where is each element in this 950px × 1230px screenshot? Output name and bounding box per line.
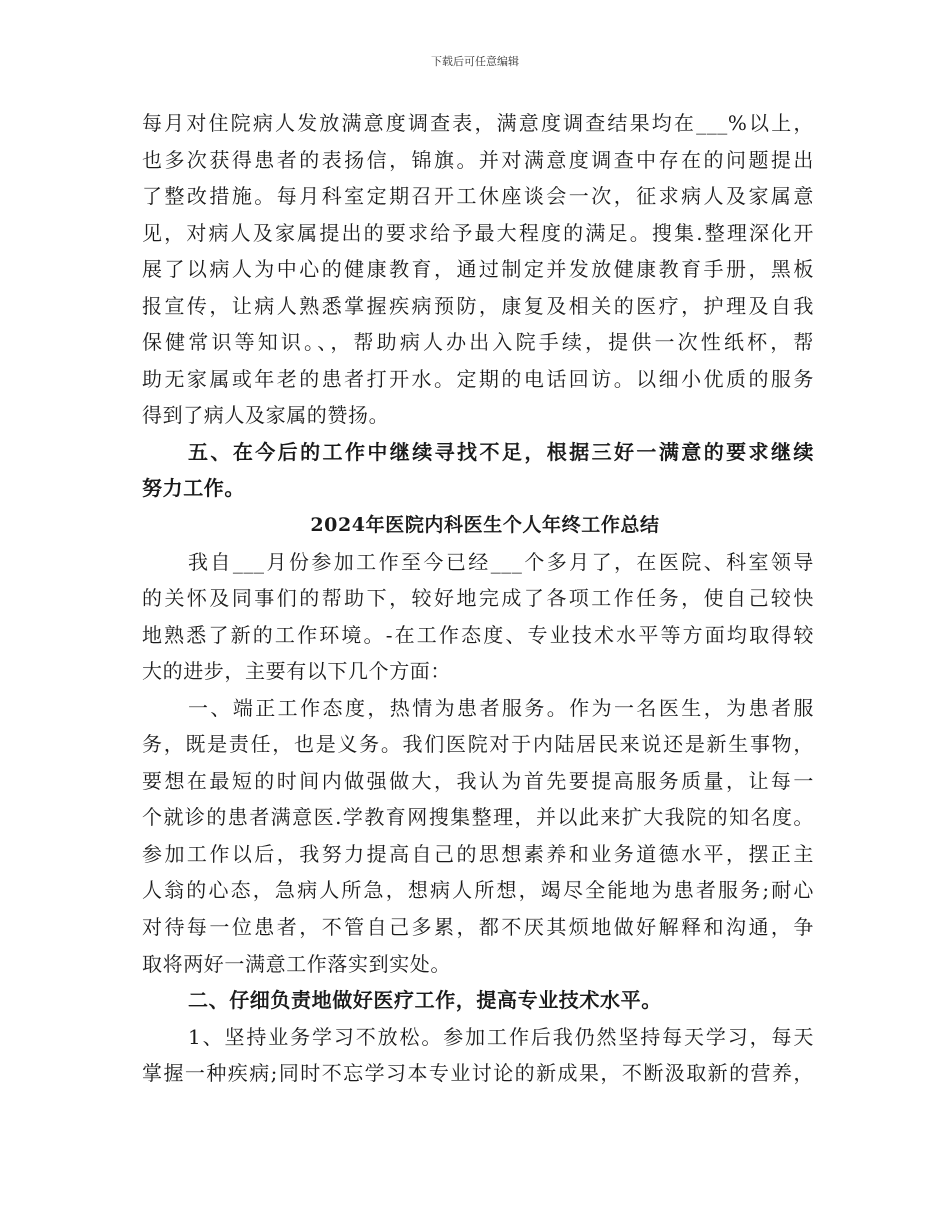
section-heading: 五、在今后的工作中继续寻找不足，根据三好一满意的要求继续 [188,439,814,464]
text-line: 个就诊的患者满意医.学教育网搜集整理，并以此来扩大我院的知名度。 [142,805,814,830]
document-body [142,105,814,1092]
text-line: 掌握一种疾病;同时不忘学习本专业讨论的新成果，不断汲取新的营养， [142,1061,814,1086]
text-line: 大的进步，主要有以下几个方面： [142,659,451,684]
text-line: 了整改措施。每月科室定期召开工休座谈会一次，征求病人及家属意 [142,184,814,209]
text-line: 保健常识等知识。、，帮助病人办出入院手续，提供一次性纸杯，帮 [142,330,814,355]
text-line: 务，既是责任，也是义务。我们医院对于内陆居民来说还是新生事物， [142,732,814,757]
text-line: 助无家属或年老的患者打开水。定期的电话回访。以细小优质的服务 [142,366,814,391]
text-line: 1、坚持业务学习不放松。参加工作后我仍然坚持每天学习，每天 [188,1024,814,1049]
section-heading: 二、仔细负责地做好医疗工作，提高专业技术水平。 [188,988,662,1013]
text-line: 要想在最短的时间内做强做大，我认为首先要提高服务质量，让每一 [142,768,814,793]
text-line: 展了以病人为中心的健康教育，通过制定并发放健康教育手册，黑板 [142,257,814,282]
section-heading-cont: 努力工作。 [142,476,245,501]
text-line: 也多次获得患者的表扬信，锦旗。并对满意度调查中存在的问题提出 [142,147,814,172]
text-line: 一、端正工作态度，热情为患者服务。作为一名医生，为患者服 [188,695,814,720]
text-line: 的关怀及同事们的帮助下，较好地完成了各项工作任务，使自己较快 [142,586,814,611]
page-header: 下载后可任意编辑 [431,55,519,68]
text-line: 报宣传，让病人熟悉掌握疾病预防，康复及相关的医疗，护理及自我 [142,293,814,318]
text-line: 对待每一位患者，不管自己多累，都不厌其烦地做好解释和沟通，争 [142,915,814,940]
text-line: 见，对病人及家属提出的要求给予最大程度的满足。搜集.整理深化开 [142,220,814,245]
text-line: 参加工作以后，我努力提高自己的思想素养和业务道德水平，摆正主 [142,841,814,866]
text-line: 我自___月份参加工作至今已经___个多月了，在医院、科室领导 [188,549,814,574]
text-line: 每月对住院病人发放满意度调查表，满意度调查结果均在___%以上， [142,111,814,135]
text-line: 得到了病人及家属的赞扬。 [142,403,390,428]
text-line: 人翁的心态，急病人所急，想病人所想，竭尽全能地为患者服务;耐心 [142,878,814,903]
text-line: 取将两好一满意工作落实到实处。 [142,951,451,976]
document-title: 2024年医院内科医生个人年终工作总结 [310,514,660,537]
text-line: 地熟悉了新的工作环境。-在工作态度、专业技术水平等方面均取得较 [142,622,814,647]
